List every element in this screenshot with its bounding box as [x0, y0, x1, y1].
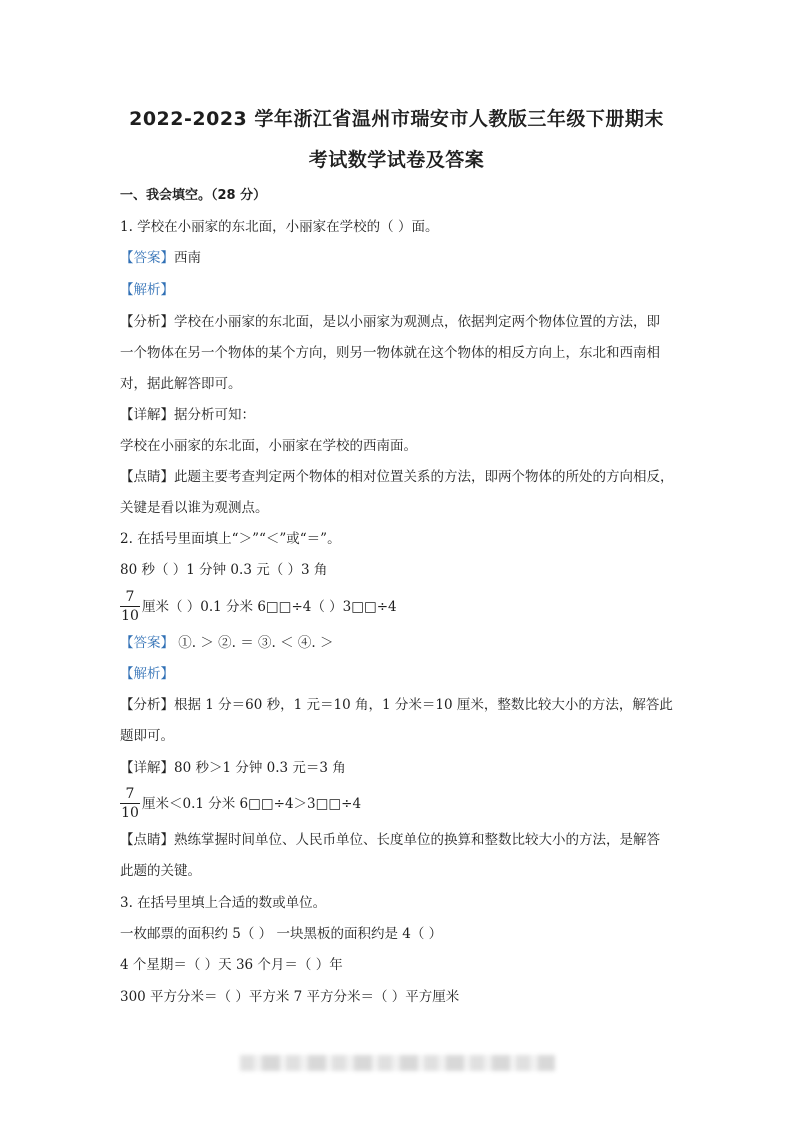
detail-line: 厘米＜0.1 分米 6□□÷4＞3□□÷4	[142, 796, 362, 812]
detail-line: 【详解】80 秒＞1 分钟 0.3 元＝3 角	[120, 760, 346, 776]
fraction-numerator: 7	[125, 786, 135, 802]
question-2: 2. 在括号里面填上“＞”“＜”或“＝”。	[120, 531, 341, 547]
document-title-line2: 考试数学试卷及答案	[308, 149, 485, 171]
question-3-row: 一枚邮票的面积约 5（ ） 一块黑板的面积约是 4（ ）	[120, 926, 443, 942]
answer-text: ①. ＞ ②. ＝ ③. ＜ ④. ＞	[174, 635, 334, 651]
question-3: 3. 在括号里填上合适的数或单位。	[120, 895, 327, 911]
analysis-tag: 【解析】	[120, 666, 174, 682]
analysis-tag: 【解析】	[120, 282, 174, 298]
fraction-denominator: 10	[121, 608, 139, 624]
document-title-line1: 2022-2023 学年浙江省温州市瑞安市人教版三年级下册期末	[129, 108, 664, 130]
analysis-line: 【分析】学校在小丽家的东北面，是以小丽家为观测点，依据判定两个物体位置的方法，即	[120, 314, 660, 330]
fraction	[120, 786, 140, 821]
fraction-numerator: 7	[125, 589, 135, 605]
answer-row	[120, 248, 201, 268]
fraction-bar	[120, 803, 140, 804]
detail-line: 学校在小丽家的东北面，小丽家在学校的西南面。	[120, 438, 417, 454]
question-1: 1. 学校在小丽家的东北面，小丽家在学校的（ ）面。	[120, 219, 439, 235]
question-2-row2: 厘米（ ）0.1 分米 6□□÷4（ ）3□□÷4	[142, 599, 397, 615]
analysis-line: 题即可。	[120, 728, 174, 744]
analysis-line: 对，据此解答即可。	[120, 376, 242, 392]
analysis-line: 一个物体在另一个物体的某个方向，则另一物体就在这个物体的相反方向上，东北和西南相	[120, 345, 660, 361]
analysis-line: 【分析】根据 1 分＝60 秒，1 元＝10 角，1 分米＝10 厘米，整数比较大小的方法，解答此	[120, 697, 673, 713]
answer-tag: 【答案】	[120, 635, 174, 651]
comment-line: 【点睛】熟练掌握时间单位、人民币单位、长度单位的换算和整数比较大小的方法，是解答	[120, 832, 660, 848]
comment-line: 【点睛】此题主要考查判定两个物体的相对位置关系的方法，即两个物体的所处的方向相反，	[120, 469, 674, 485]
question-3-row: 4 个星期＝（ ）天 36 个月＝（ ）年	[120, 957, 343, 973]
answer-text: 西南	[174, 250, 201, 266]
fraction	[120, 589, 140, 624]
detail-line: 【详解】据分析可知：	[120, 407, 255, 423]
question-3-row: 300 平方分米＝（ ）平方米 7 平方分米＝（ ）平方厘米	[120, 989, 460, 1005]
fraction-denominator: 10	[121, 805, 139, 821]
question-2-row1: 80 秒（ ）1 分钟 0.3 元（ ）3 角	[120, 562, 328, 578]
answer-tag: 【答案】	[120, 250, 174, 266]
fraction-bar	[120, 606, 140, 607]
comment-line: 关键是看以谁为观测点。	[120, 500, 269, 516]
comment-line: 此题的关键。	[120, 863, 201, 879]
section-heading: 一、我会填空。（28 分）	[120, 188, 267, 203]
answer-row	[120, 633, 334, 653]
blurred-footer	[240, 1055, 555, 1071]
